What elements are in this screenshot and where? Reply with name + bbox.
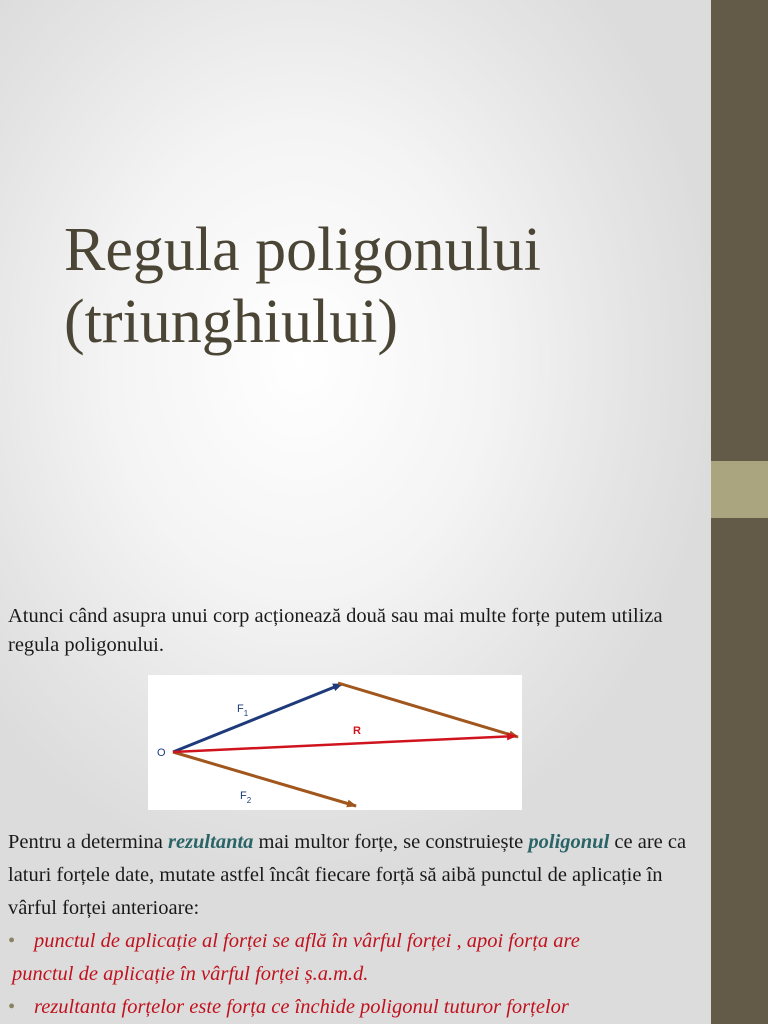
resultant-label: R	[353, 725, 361, 737]
bullet-item-1-continuation: punctul de aplicație în vârful forței ș.a.m.d.	[12, 963, 369, 985]
side-accent-block	[711, 461, 768, 518]
f2-label: $F_2$	[240, 790, 252, 805]
origin-label: O	[157, 747, 166, 759]
keyword-poligonul: poligonul	[528, 831, 610, 853]
keyword-rezultanta: rezultanta	[167, 831, 254, 853]
f2-arrow	[173, 752, 356, 806]
resultant-arrow	[173, 736, 516, 752]
title-line-2: (triunghiului)	[64, 288, 399, 356]
title-line-1: Regula poligonului	[64, 216, 542, 284]
f1-arrow	[173, 684, 342, 752]
intro-paragraph: Atunci când asupra unui corp acționează două sau mai multe forțe putem utiliza regula poligonului.	[8, 605, 663, 656]
body-text	[8, 826, 713, 1024]
definition-paragraph: Pentru a determina rezultanta mai multor forțe, se construiește poligonul ce are ca laturi forțele date, mutate astfel încât fiecare forță să aibă punctul de aplicație în vârful forței anterioare:	[8, 831, 687, 919]
bullet-icon: •	[8, 930, 16, 952]
bullet-item-1: • punctul de aplicație al forței se află în vârful forței , apoi forța are	[8, 925, 713, 958]
f1-label: $F_1$	[237, 703, 249, 718]
slide-title	[64, 214, 684, 358]
force-diagram	[148, 675, 522, 810]
bullet-icon: •	[8, 996, 16, 1018]
f2-translated-arrow	[338, 683, 518, 737]
bullet-item-2: • rezultanta forțelor este forța ce închide poligonul tuturor forțelor	[8, 991, 713, 1024]
